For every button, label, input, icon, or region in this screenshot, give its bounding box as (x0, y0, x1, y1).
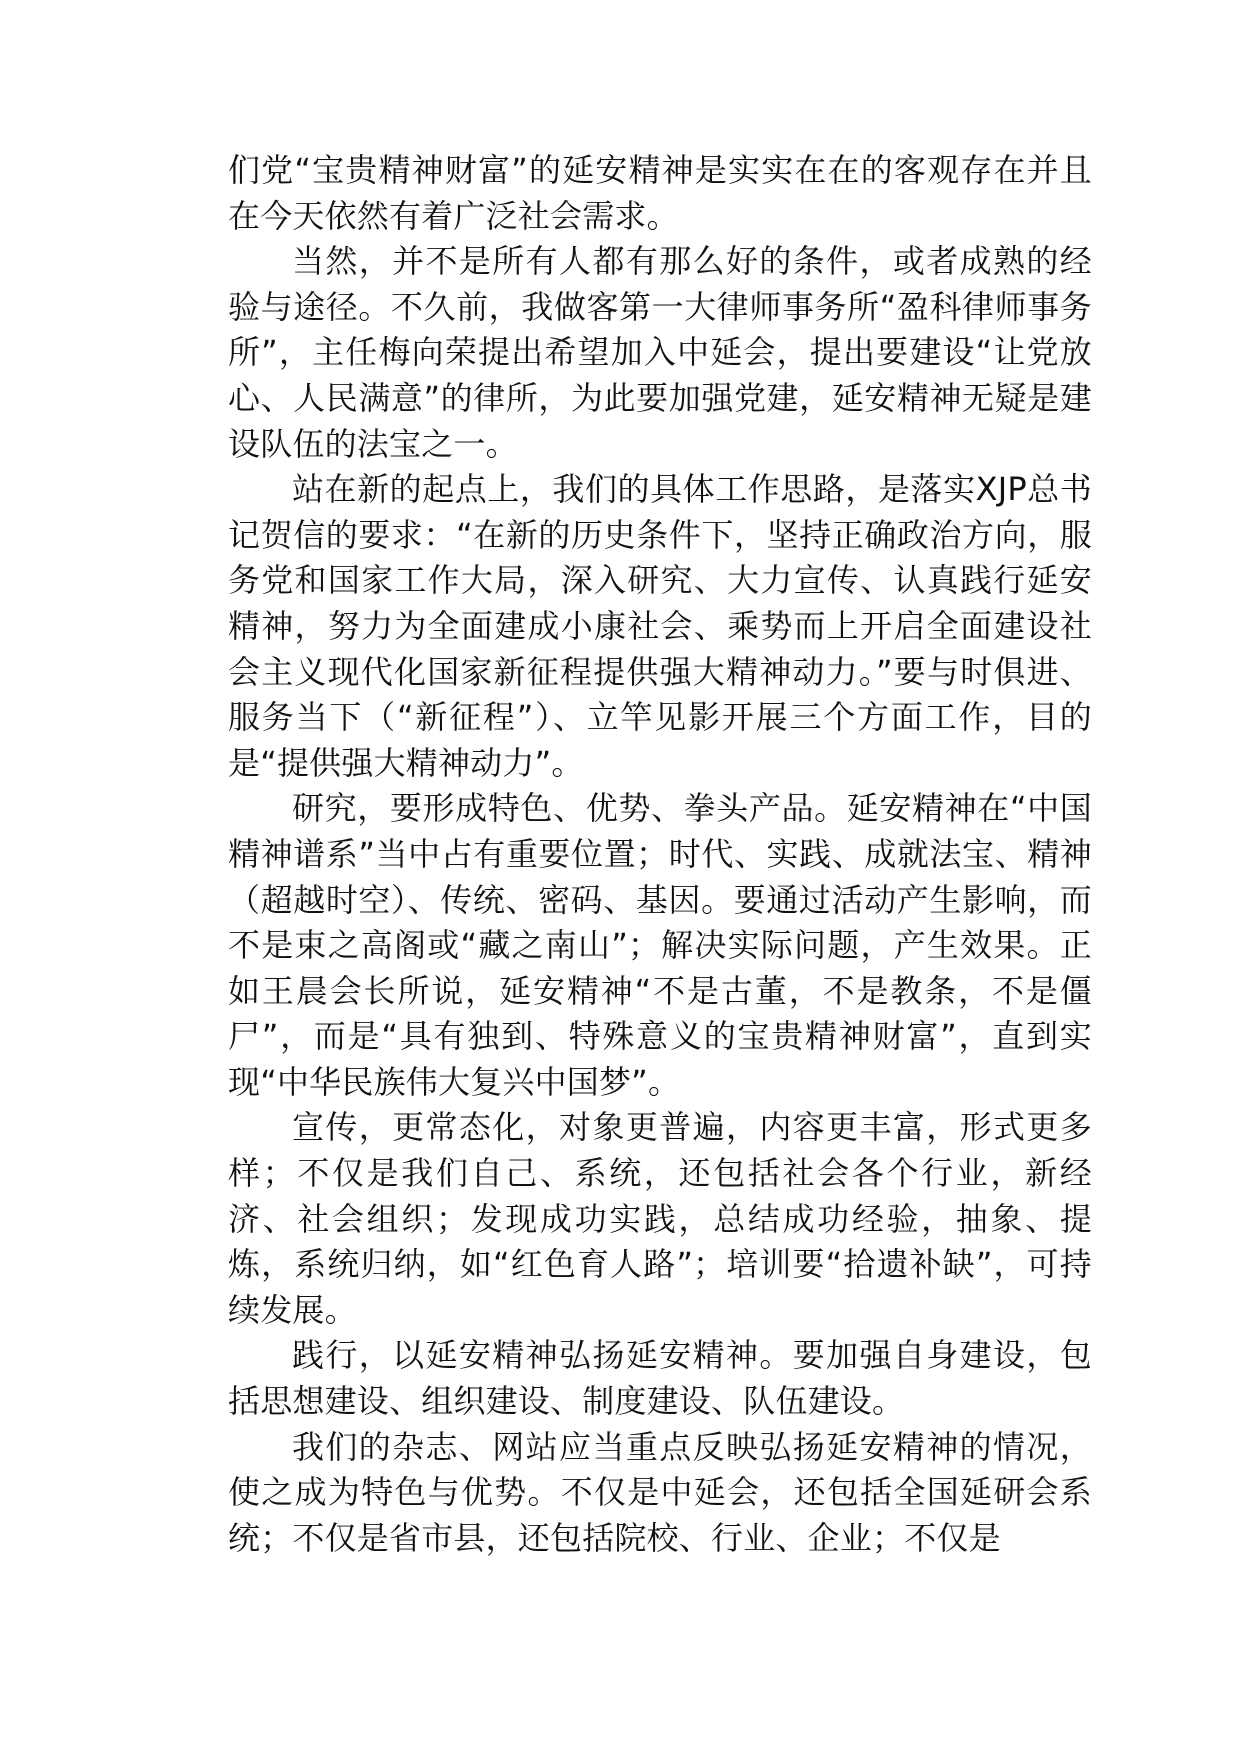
paragraph-continued: 们党“宝贵精神财富”的延安精神是实实在在的客观存在并且在今天依然有着广泛社会需求。 (228, 151, 1092, 235)
paragraph-practice: 践行，以延安精神弘扬延安精神。要加强自身建设，包括思想建设、组织建设、制度建设、队伍建设。 (228, 1336, 1092, 1421)
paragraph-law-firm: 当然，并不是所有人都有那么好的条件，或者成熟的经验与途径。不久前，我做客第一大律师事务所“盈科律师事务所”，主任梅向荣提出希望加入中延会，提出要建设“让党放心、人民满意”的律所，为此要加强党建，延安精神无疑是建设队伍的法宝之一。 (228, 242, 1092, 463)
paragraph-work-plan: 站在新的起点上，我们的具体工作思路，是落实XJP总书记贺信的要求：“在新的历史条件下，坚持正确政治方向，服务党和国家工作大局，深入研究、大力宣传、认真践行延安精神，努力为全面建成小康社会、乘势而上开启全面建设社会主义现代化国家新征程提供强大精神动力。”要与时俱进、服务当下（“新征程”）、立竿见影开展三个方面工作，目的是“提供强大精神动力”。 (228, 470, 1092, 782)
paragraph-publicity: 宣传，更常态化，对象更普遍，内容更丰富，形式更多样；不仅是我们自己、系统，还包括社会各个行业，新经济、社会组织；发现成功实践，总结成功经验，抽象、提炼，系统归纳，如“红色育人路”；培训要“拾遗补缺”，可持续发展。 (228, 1108, 1092, 1329)
paragraph-magazine-website: 我们的杂志、网站应当重点反映弘扬延安精神的情况，使之成为特色与优势。不仅是中延会，还包括全国延研会系统；不仅是省市县，还包括院校、行业、企业；不仅是 (228, 1427, 1092, 1557)
body-text (228, 148, 1092, 1561)
paragraph-research: 研究，要形成特色、优势、拳头产品。延安精神在“中国精神谱系”当中占有重要位置；时代、实践、成就法宝、精神（超越时空）、传统、密码、基因。要通过活动产生影响，而不是束之高阁或“藏之南山”；解决实际问题，产生效果。正如王晨会长所说，延安精神“不是古董，不是教条，不是僵尸”，而是“具有独到、特殊意义的宝贵精神财富”，直到实现“中华民族伟大复兴中国梦”。 (228, 789, 1092, 1101)
